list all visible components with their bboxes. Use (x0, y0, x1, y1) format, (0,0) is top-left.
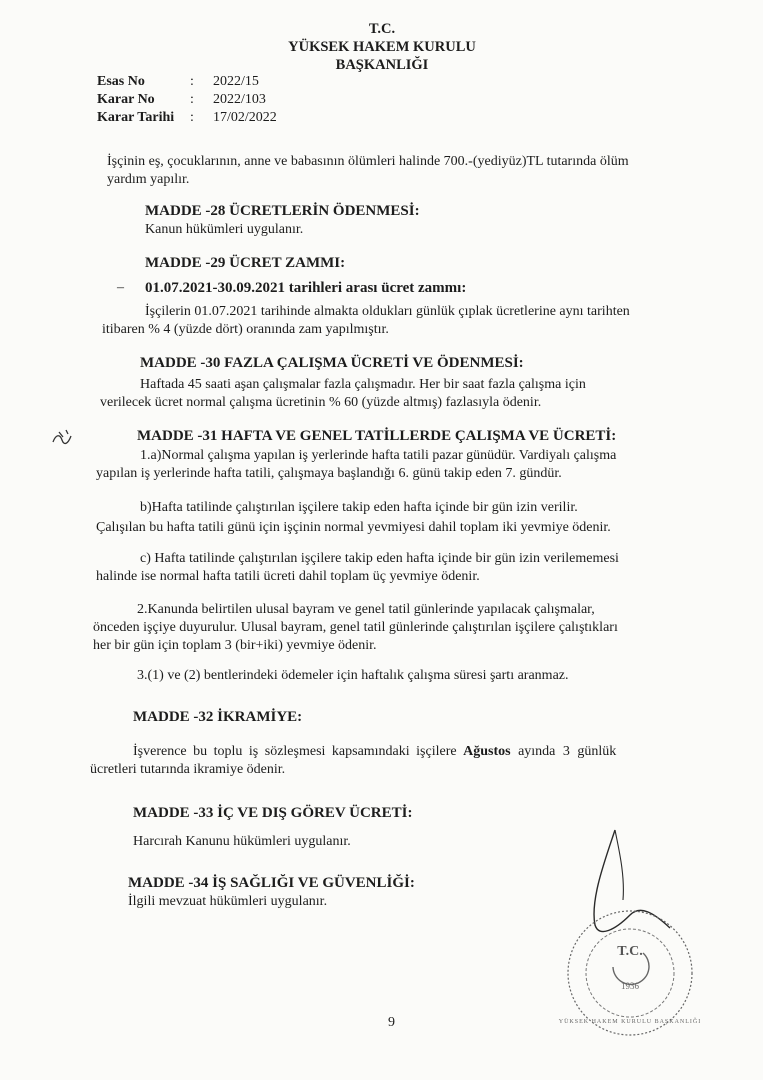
madde-31-c-line-2: halinde ise normal hafta tatili ücreti dahil toplam üç yevmiye ödenir. (96, 569, 480, 584)
stamp-year: 1936 (621, 981, 639, 991)
madde-30-title: MADDE -30 FAZLA ÇALIŞMA ÜCRETİ VE ÖDENMESİ: (140, 355, 524, 371)
stamp-center-text: T.C. (617, 944, 643, 959)
karar-value: 2022/103 (213, 92, 266, 107)
madde-32-line-2: ücretleri tutarında ikramiye ödenir. (90, 762, 286, 777)
madde-29-dash: – (117, 280, 124, 295)
madde-28-text: Kanun hükümleri uygulanır. (145, 222, 304, 237)
karar-tarihi-value: 17/02/2022 (213, 110, 277, 125)
madde-29-line-1: İşçilerin 01.07.2021 tarihinde almakta oldukları günlük çıplak ücretlerine aynı tarihten (145, 304, 630, 319)
stamp-ring-text: YÜKSEK HAKEM KURULU BAŞKANLIĞI (558, 1019, 702, 1025)
karar-colon: : (190, 92, 194, 107)
esas-label: Esas No (97, 74, 145, 89)
margin-initial-mark (50, 428, 76, 450)
madde-33-text: Harcırah Kanunu hükümleri uygulanır. (133, 834, 351, 849)
madde-31-p2-line-2: önceden işçiye duyurulur. Ulusal bayram, genel tatil günlerinde çalıştırılan işçilere çalıştıkları (93, 620, 618, 635)
esas-colon: : (190, 74, 194, 89)
madde-29-subtitle: 01.07.2021-30.09.2021 tarihleri arası ücret zammı: (145, 280, 467, 296)
madde-31-1a-line-1: 1.a)Normal çalışma yapılan iş yerlerinde hafta tatili pazar günüdür. Vardiyalı çalışma (140, 448, 617, 463)
esas-value: 2022/15 (213, 74, 259, 89)
madde-32-month: Ağustos (463, 744, 511, 759)
madde-34-text: İlgili mevzuat hükümleri uygulanır. (128, 894, 328, 909)
header-presidency: BAŞKANLIĞI (335, 57, 429, 73)
madde-31-b-line-1: b)Hafta tatilinde çalıştırılan işçilere takip eden hafta içinde bir gün izin verilir. (140, 500, 578, 515)
header-tc: T.C. (368, 21, 396, 37)
intro-line-1: İşçinin eş, çocuklarının, anne ve babasının ölümleri halinde 700.-(yediyüz)TL tutarında ölüm (107, 154, 629, 169)
madde-32-line-1 (133, 743, 616, 760)
madde-31-1a-line-2: yapılan iş yerlerinde hafta tatili, çalışmaya başlandığı 6. günü takip eden 7. gündür. (96, 466, 562, 481)
madde-31-c-line-1: c) Hafta tatilinde çalıştırılan işçilere takip eden hafta içinde bir gün izin verilememesi (140, 551, 619, 566)
madde-32-line-1-start: İşverence bu toplu iş sözleşmesi kapsamındaki işçilere (133, 744, 464, 759)
official-stamp (555, 905, 705, 1045)
madde-29-title: MADDE -29 ÜCRET ZAMMI: (145, 255, 346, 271)
karar-tarihi-label: Karar Tarihi (97, 110, 175, 125)
madde-32-title: MADDE -32 İKRAMİYE: (133, 709, 303, 725)
madde-31-p2-line-3: her bir gün için toplam 3 (bir+iki) yevmiye ödenir. (93, 638, 377, 653)
madde-33-title: MADDE -33 İÇ VE DIŞ GÖREV ÜCRETİ: (133, 805, 413, 821)
madde-31-p2-line-1: 2.Kanunda belirtilen ulusal bayram ve genel tatil günlerinde yapılacak çalışmalar, (137, 602, 595, 617)
madde-31-title: MADDE -31 HAFTA VE GENEL TATİLLERDE ÇALIŞMA VE ÜCRETİ: (137, 428, 617, 444)
madde-34-title: MADDE -34 İŞ SAĞLIĞI VE GÜVENLİĞİ: (128, 875, 415, 891)
intro-line-2: yardım yapılır. (107, 172, 190, 187)
madde-32-line-1-end: ayında 3 günlük (510, 744, 617, 759)
header-institution: YÜKSEK HAKEM KURULU (288, 39, 476, 55)
madde-31-b-line-2: Çalışılan bu hafta tatili günü için işçinin normal yevmiyesi dahil toplam iki yevmiye ödenir. (96, 520, 611, 535)
madde-30-line-1: Haftada 45 saati aşan çalışmalar fazla çalışmadır. Her bir saat fazla çalışma için (140, 377, 586, 392)
madde-29-line-2: itibaren % 4 (yüzde dört) oranında zam yapılmıştır. (102, 322, 389, 337)
page-number: 9 (388, 1015, 395, 1030)
madde-31-p3: 3.(1) ve (2) bentlerindeki ödemeler için haftalık çalışma süresi şartı aranmaz. (137, 668, 569, 683)
madde-28-title: MADDE -28 ÜCRETLERİN ÖDENMESİ: (145, 203, 420, 219)
madde-30-line-2: verilecek ücret normal çalışma ücretinin % 60 (yüzde altmış) fazlasıyla ödenir. (100, 395, 542, 410)
karar-tarihi-colon: : (190, 110, 194, 125)
karar-label: Karar No (97, 92, 155, 107)
